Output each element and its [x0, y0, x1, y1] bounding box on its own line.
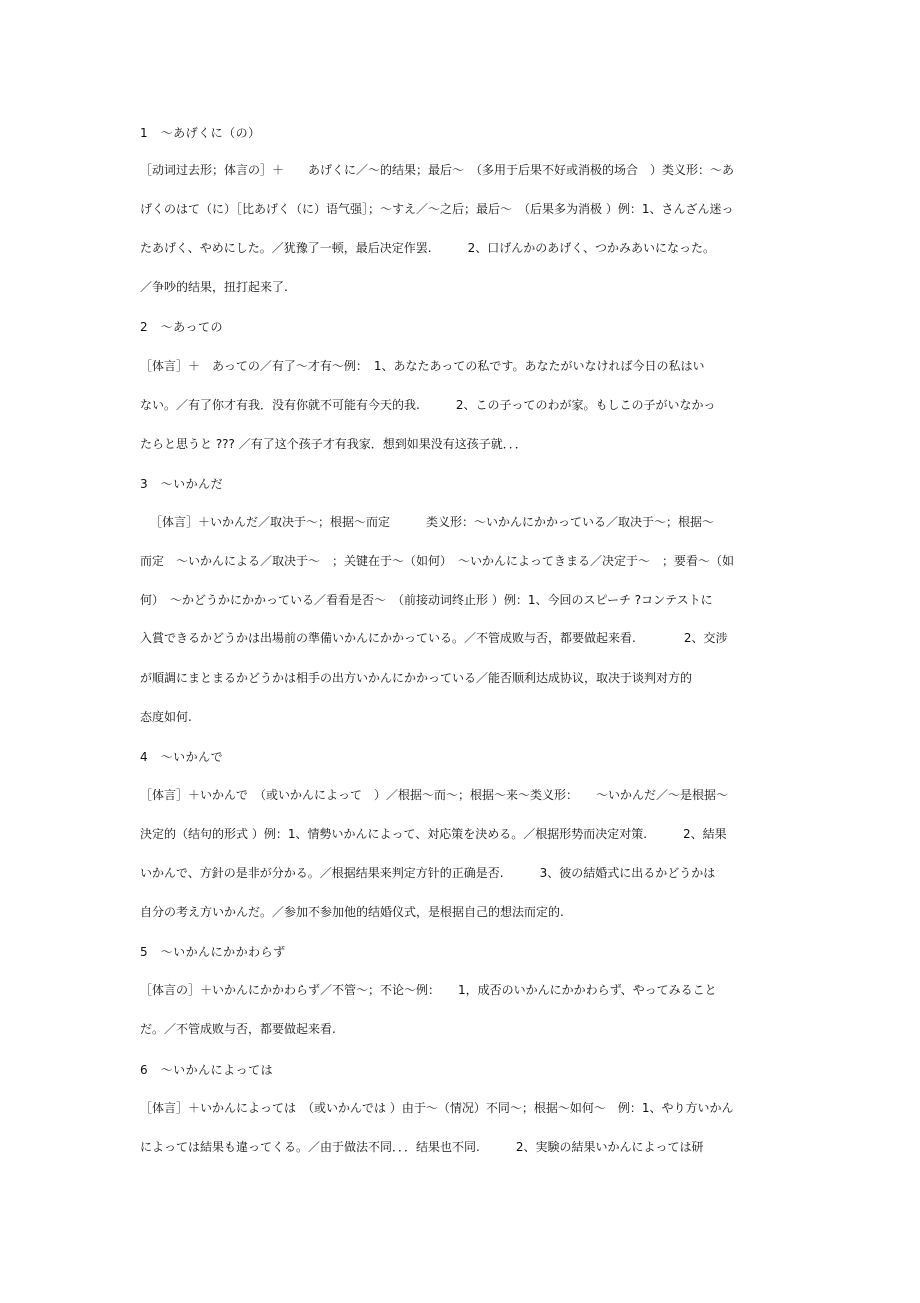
text-line: 而定 ～いかんによる／取决于～ ；关键在于～（如何） ～いかんによってきまる／决定于～ ；要看～（如	[140, 554, 735, 568]
text-line: げくのはて（に）［比あげく（に）语气强］；～すえ／～之后；最后～ （后果多为消极 ）例：1、さんざん迷っ	[140, 202, 734, 216]
text-line: だ。／不管成败与否，都要做起来看.	[140, 1022, 336, 1036]
text-line: ない。／有了你才有我．没有你就不可能有今天的我. 2、この子ってのわが家。もしこの子がいなかっ	[140, 398, 716, 412]
text-line: ／争吵的结果，扭打起来了.	[140, 280, 288, 294]
section-heading: 1 ～あげくに（の）	[140, 126, 261, 140]
text-line: 态度如何.	[140, 710, 192, 724]
text-line: 入賞できるかどうかは出場前の準備いかんにかかっている。／不管成败与否，都要做起来看. 2、交涉	[140, 631, 728, 645]
text-line: 自分の考え方いかんだ。／参加不参加他的结婚仪式，是根据自己的想法而定的.	[140, 905, 564, 919]
text-line: たあげく、やめにした。／犹豫了一顿，最后决定作罢. 2、口げんかのあげく、つかみあいになった。	[140, 241, 715, 255]
section-heading: 3 ～いかんだ	[140, 477, 224, 491]
text-line: ［体言の］＋いかんにかかわらず／不管～；不论～例： 1，成否のいかんにかかわらず、やってみること	[140, 983, 717, 997]
text-line: 決定的（结句的形式 ）例：1、情勢いかんによって、対応策を決める。／根据形势而决定对策. 2、結果	[140, 827, 727, 841]
text-line: ［体言］＋いかんだ／取决于～；根据～而定 类义形：～いかんにかかっている／取决于～；根据～	[150, 515, 715, 529]
text-line: ［体言］＋ あっての／有了～才有～例： 1、あなたあっての私です。あなたがいなければ今日の私はい	[140, 359, 705, 373]
text-line: たらと思うと ??? ／有了这个孩子才有我家．想到如果没有这孩子就．．．	[140, 437, 527, 451]
section-heading: 6 ～いかんによっては	[140, 1063, 274, 1077]
text-line: ［体言］＋いかんによっては （或いかんでは ）由于～（情况）不同～；根据～如何～ 例：1、やり方いかん	[140, 1101, 734, 1115]
text-line: ［体言］＋いかんで （或いかんによって ）／根据～而～；根据～来～类义形： ～いかんだ／～是根据～	[140, 788, 729, 802]
text-line: いかんで、方針の是非が分かる。／根据结果来判定方针的正确是否. 3、彼の結婚式に出るかどうかは	[140, 866, 716, 880]
text-line: によっては結果も違ってくる。／由于做法不同．．．结果也不同. 2、実験の結果いかんによっては研	[140, 1140, 704, 1154]
section-heading: 2 ～あっての	[140, 320, 224, 334]
text-line: ［动词过去形；体言の］＋ あげくに／～的结果；最后～ （多用于后果不好或消极的场合 ）类义形：～あ	[140, 163, 735, 177]
text-line: 何） ～かどうかにかかっている／看看是否～ （前接动词终止形 ）例：1、今回のスピーチ ?コンテストに	[140, 593, 713, 607]
section-heading: 5 ～いかんにかかわらず	[140, 945, 286, 959]
text-line: が順調にまとまるかどうかは相手の出方いかんにかかっている／能否顺利达成协议，取决于谈判对方的	[140, 671, 693, 685]
section-heading: 4 ～いかんで	[140, 750, 224, 764]
